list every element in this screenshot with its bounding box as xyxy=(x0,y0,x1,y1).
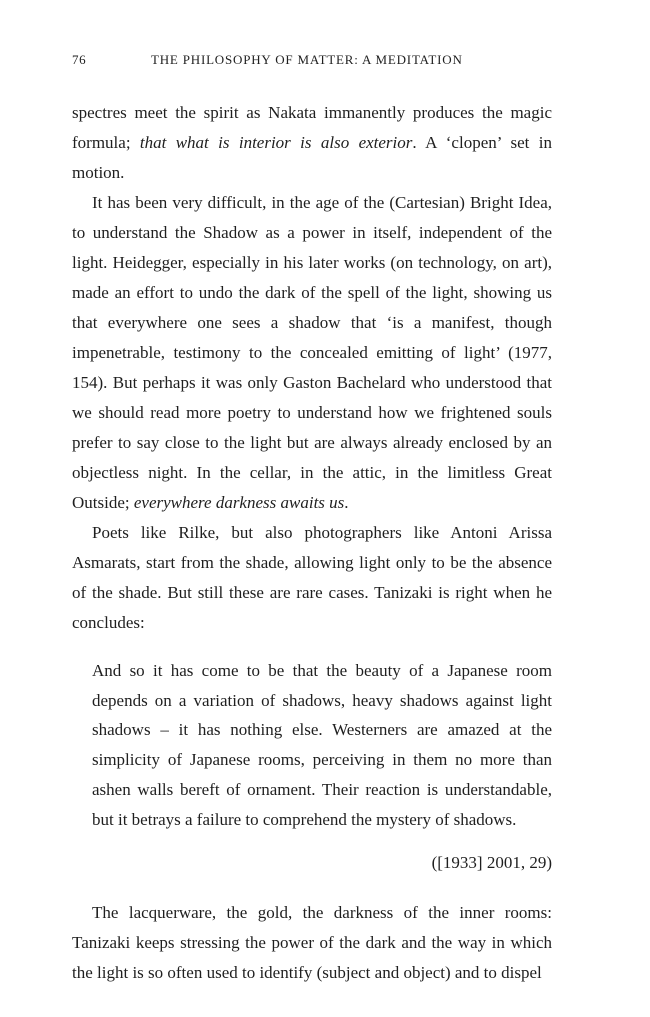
quote-citation: ([1933] 2001, 29) xyxy=(431,853,552,873)
running-title: THE PHILOSOPHY OF MATTER: A MEDITATION xyxy=(151,52,463,67)
paragraph-1-end: . A ‘clopen’ set in motion. xyxy=(72,133,552,182)
paragraph-1-text: spectres meet the spirit as Nakata immanently produces the magic formula; xyxy=(72,103,552,152)
paragraph-2-end: . xyxy=(344,493,349,512)
paragraph-2-emphasis: everywhere darkness awaits us xyxy=(133,493,345,512)
page-number: 76 xyxy=(72,52,87,67)
paragraph-2-text: It has been very difficult, in the age of the (Cartesian) Bright Idea, to understand the Shadow as a power in itself, independent of the light. Heidegger, especially in his later works (on technology, on art), made an effort to undo the dark of the spell of the light, showing us that everywhere one sees a shadow that ‘is a manifest, though impenetrable, testimony to the concealed emitting of light’ (1977, 154). But perhaps it was only Gaston Bachelard who understood that we should read more poetry to understand how we frightened souls prefer to say close to the light but are always already enclosed by an objectless night. In the cellar, in the attic, in the limitless Great Outside; xyxy=(72,193,552,512)
paragraph-1-emphasis: that what is interior is also exterior xyxy=(139,133,413,152)
running-head xyxy=(72,52,552,70)
paragraph-3: Poets like Rilke, but also photographers like Antoni Arissa Asmarats, start from the shade, allowing light only to be the absence of the shade. But still these are rare cases. Tanizaki is right when he concludes: xyxy=(72,523,552,632)
block-quote: And so it has come to be that the beauty of a Japanese room depends on a variation of shadows, heavy shadows against light shadows – it has nothing else. Westerners are amazed at the simplicity of Japanese rooms, perceiving in them no more than ashen walls bereft of ornament. Their reaction is understandable, but it betrays a failure to comprehend the mystery of shadows. xyxy=(92,661,552,829)
paragraph-2 xyxy=(72,188,552,518)
paragraph-1 xyxy=(72,98,552,188)
body-text xyxy=(72,98,552,988)
paragraph-4: The lacquerware, the gold, the darkness of the inner rooms: Tanizaki keeps stressing the power of the dark and the way in which the light is so often used to identify (subject and object) and to dispel xyxy=(72,903,552,983)
